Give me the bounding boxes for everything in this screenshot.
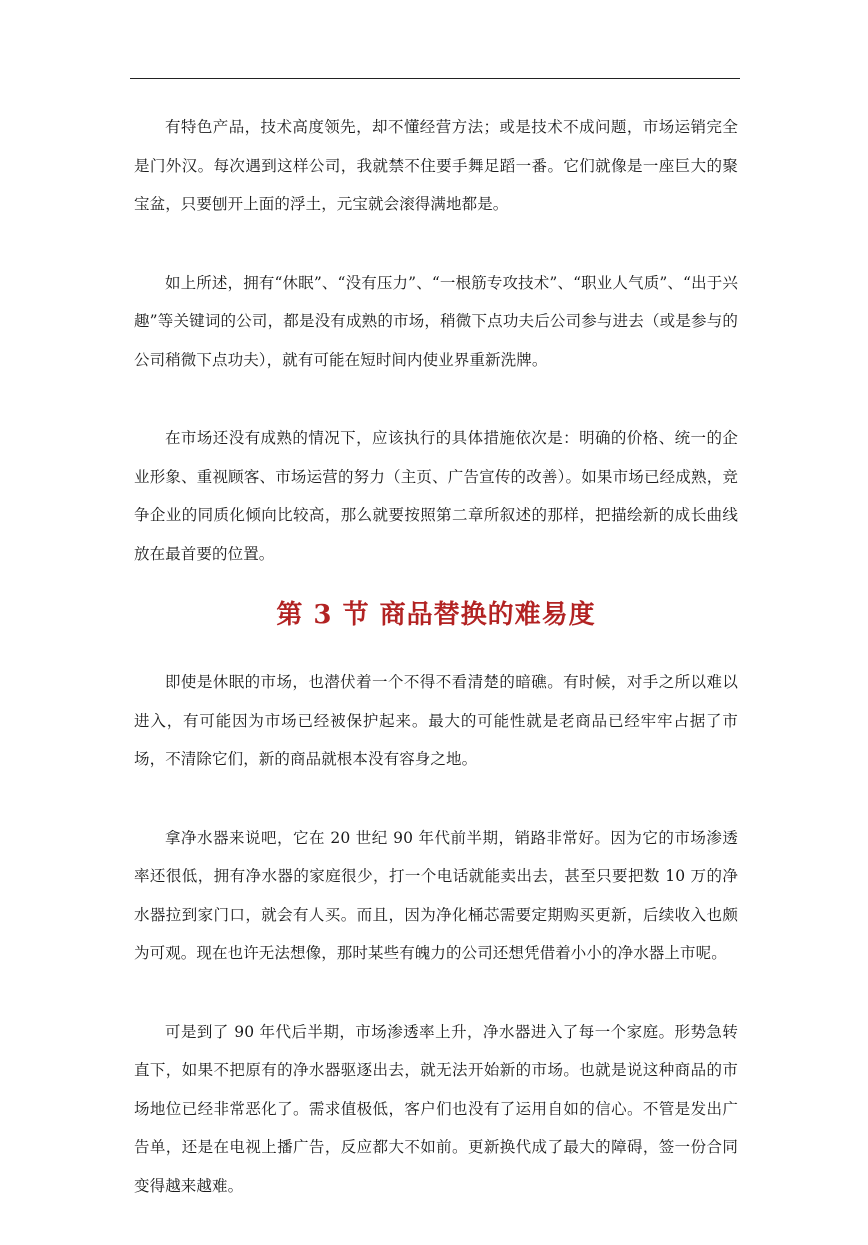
paragraph: 可是到了 90 年代后半期，市场渗透率上升，净水器进入了每一个家庭。形势急转直下，如果不把原有的净水器驱逐出去，就无法开始新的市场。也就是说这种商品的市场地位已经非常恶化了。需求值极低，客户们也没有了运用自如的信心。不管是发出广告单，还是在电视上播广告，反应都大不如前。更新换代成了最大的障碍，签一份合同变得越来越难。: [134, 1022, 738, 1195]
paragraph: 拿净水器来说吧，它在 20 世纪 90 年代前半期，销路非常好。因为它的市场渗透率还很低，拥有净水器的家庭很少，打一个电话就能卖出去，甚至只要把数 10 万的净水器拉到家门口，就会有人买。而且，因为净化桶芯需要定期购买更新，后续收入也颇为可观。现在也许无法想像，那时某些有魄力的公司还想凭借着小小的净水器上市呢。: [134, 828, 738, 962]
paragraph: 有特色产品，技术高度领先，却不懂经营方法；或是技术不成问题，市场运销完全是门外汉。每次遇到这样公司，我就禁不住要手舞足蹈一番。它们就像是一座巨大的聚宝盆，只要刨开上面的浮土，元宝就会滚得满地都是。: [134, 118, 738, 213]
page-content: [134, 108, 738, 1245]
paragraph: 即使是休眠的市场，也潜伏着一个不得不看清楚的暗礁。有时候，对手之所以难以进入，有可能因为市场已经被保护起来。最大的可能性就是老商品已经牢牢占据了市场，不清除它们，新的商品就根本没有容身之地。: [134, 673, 738, 768]
paragraph: 如上所述，拥有“休眠”、“没有压力”、“一根筋专攻技术”、“职业人气质”、“出于兴趣”等关键词的公司，都是没有成熟的市场，稍微下点功夫后公司参与进去（或是参与的公司稍微下点功夫），就有可能在短时间内使业界重新洗牌。: [134, 273, 738, 369]
header-rule: [130, 78, 740, 79]
section-title: 第 3 节 商品替换的难易度: [276, 600, 596, 630]
paragraph: 在市场还没有成熟的情况下，应该执行的具体措施依次是：明确的价格、统一的企业形象、重视顾客、市场运营的努力（主页、广告宣传的改善）。如果市场已经成熟，竞争企业的同质化倾向比较高，那么就要按照第二章所叙述的那样，把描绘新的成长曲线放在最首要的位置。: [134, 429, 738, 563]
